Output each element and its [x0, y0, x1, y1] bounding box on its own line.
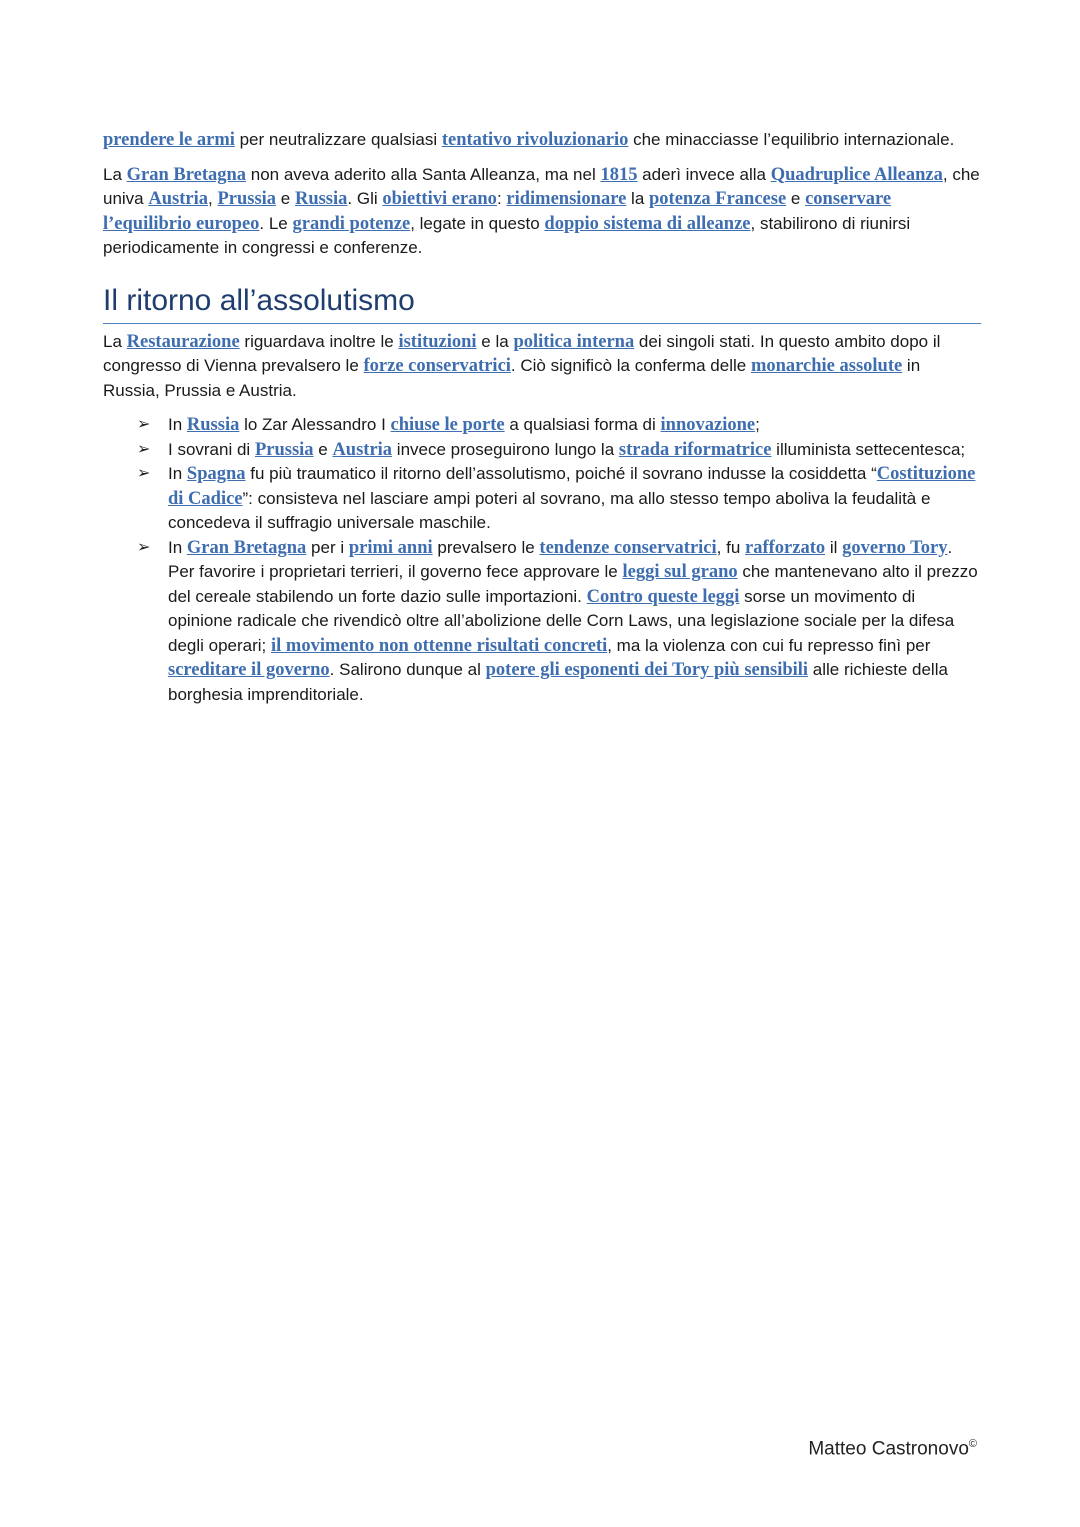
highlighted-term: Russia [294, 189, 348, 209]
text-run: , che univa [103, 164, 980, 208]
arrow-bullet-icon: ➢ [137, 538, 151, 556]
highlighted-term: Gran Bretagna [126, 164, 247, 185]
highlighted-term: prendere le armi [103, 130, 235, 150]
highlighted-term: politica interna [513, 331, 635, 352]
text-run: il [825, 537, 843, 557]
text-run: In [168, 537, 187, 557]
highlighted-term: leggi sul grano [622, 562, 738, 582]
text-run: illuminista settecentesca; [771, 439, 966, 459]
section-heading: Il ritorno all’assolutismo [103, 283, 981, 324]
highlighted-term: Russia [186, 415, 240, 435]
text-run: . Ciò significò la conferma delle [510, 356, 751, 375]
highlighted-term: potere gli esponenti dei Tory più sensibili [485, 660, 809, 680]
text-run: In [168, 415, 187, 434]
highlighted-term: 1815 [600, 164, 638, 185]
text-run: La [103, 331, 127, 351]
highlighted-term: innovazione [660, 415, 756, 435]
highlighted-term: strada riformatrice [618, 439, 772, 460]
bullet-list [103, 413, 981, 707]
text-run: che mantenevano alto il prezzo del cereale stabilendo un forte dazio sulle importazioni. [168, 562, 978, 606]
text-run: ”: consisteva nel lasciare ampi poteri al sovrano, ma allo stesso tempo aboliva la feudalità e concedeva il suffragio universale maschile. [168, 488, 931, 532]
text-run: e [276, 189, 295, 208]
highlighted-term: Prussia [217, 189, 277, 209]
highlighted-term: chiuse le porte [390, 415, 505, 435]
list-item-russia [103, 413, 981, 438]
text-run: sorse un movimento di opinione radicale che rivendicò oltre all’abolizione delle Corn Laws, una legislazione sociale per la difesa degli operari; [168, 586, 955, 655]
text-run: : [496, 189, 507, 208]
text-run: invece proseguirono lungo la [392, 439, 619, 459]
text-run: non aveva aderito alla Santa Alleanza, ma nel [246, 164, 601, 184]
arrow-bullet-icon: ➢ [137, 440, 151, 458]
text-run: la [626, 189, 649, 208]
text-run: ; [755, 415, 760, 434]
text-run: . Per favorire i proprietari terrieri, il governo fece approvare le [168, 537, 953, 581]
highlighted-term: Contro queste leggi [586, 586, 740, 607]
list-item-text [168, 415, 760, 434]
highlighted-term: monarchie assolute [750, 356, 903, 376]
text-run: lo Zar Alessandro I [239, 415, 391, 434]
highlighted-term: tendenze conservatrici [539, 537, 717, 558]
text-run: in Russia, Prussia e Austria. [103, 356, 921, 400]
text-run: , fu [716, 537, 746, 557]
highlighted-term: Gran Bretagna [186, 537, 307, 558]
paragraph-restaurazione [103, 330, 981, 404]
highlighted-term: il movimento non ottenne risultati concreti [271, 635, 608, 656]
text-run: , legate in questo [410, 213, 545, 233]
highlighted-term: istituzioni [398, 331, 477, 352]
text-run: alle richieste della borghesia imprenditoriale. [168, 660, 948, 704]
list-item-spagna [103, 462, 981, 536]
text-run: prevalsero le [432, 537, 540, 557]
text-run: dei singoli stati. In questo ambito dopo il congresso di Vienna prevalsero le [103, 331, 941, 375]
highlighted-term: Restaurazione [126, 331, 240, 352]
text-run: I sovrani di [168, 439, 255, 459]
highlighted-term: forze conservatrici [363, 356, 511, 376]
text-run: riguardava inoltre le [239, 331, 399, 351]
highlighted-term: ridimensionare [506, 189, 627, 209]
highlighted-term: potenza Francese [649, 189, 787, 209]
highlighted-term: Costituzione di Cadice [168, 464, 976, 509]
text-run: , [208, 189, 218, 208]
text-run: per neutralizzare qualsiasi [234, 130, 442, 149]
text-run: . Le [259, 213, 293, 233]
highlighted-term: conservare l’equilibrio europeo [103, 189, 892, 234]
highlighted-term: Prussia [254, 439, 314, 460]
list-item-text [168, 538, 978, 704]
text-run: fu più traumatico il ritorno dell’assolutismo, poiché il sovrano indusse la cosiddetta “ [245, 464, 877, 483]
list-item-text [168, 464, 975, 532]
text-run: , stabilirono di riunirsi periodicamente in congressi e conferenze. [103, 213, 911, 257]
paragraph-gran-bretagna [103, 163, 981, 261]
footer-author [808, 1438, 977, 1460]
highlighted-term: Quadruplice Alleanza [770, 164, 943, 185]
text-run: , ma la violenza con cui fu represso finì per [607, 635, 931, 655]
text-run: che minacciasse l’equilibrio internazionale. [628, 130, 955, 149]
highlighted-term: Austria [332, 439, 393, 460]
paragraph-intro [103, 128, 981, 153]
highlighted-term: doppio sistema di alleanze [544, 213, 751, 234]
document-page [103, 128, 981, 707]
text-run: e la [476, 331, 514, 351]
highlighted-term: primi anni [348, 537, 433, 558]
arrow-bullet-icon: ➢ [137, 465, 151, 482]
arrow-bullet-icon: ➢ [137, 416, 151, 433]
text-run: aderì invece alla [637, 164, 771, 184]
text-run: In [168, 464, 187, 483]
text-run: . Gli [347, 189, 383, 208]
list-item-text [168, 440, 965, 459]
highlighted-term: grandi potenze [292, 213, 411, 234]
highlighted-term: rafforzato [745, 537, 826, 558]
copyright-mark: © [968, 1438, 977, 1450]
text-run: . Salirono dunque al [329, 660, 486, 679]
highlighted-term: governo Tory [842, 537, 948, 558]
list-item-prussia-austria [103, 438, 981, 463]
text-run: e [786, 189, 806, 208]
highlighted-term: Spagna [186, 464, 246, 484]
text-run: La [103, 164, 127, 184]
highlighted-term: obiettivi erano [382, 189, 497, 209]
highlighted-term: screditare il governo [168, 660, 330, 680]
author-name: Matteo Castronovo [808, 1438, 969, 1460]
highlighted-term: tentativo rivoluzionario [441, 130, 629, 150]
text-run: e [313, 439, 333, 459]
highlighted-term: Austria [148, 189, 208, 209]
text-run: a qualsiasi forma di [504, 415, 661, 434]
list-item-gran-bretagna [103, 536, 981, 708]
text-run: per i [306, 537, 349, 557]
